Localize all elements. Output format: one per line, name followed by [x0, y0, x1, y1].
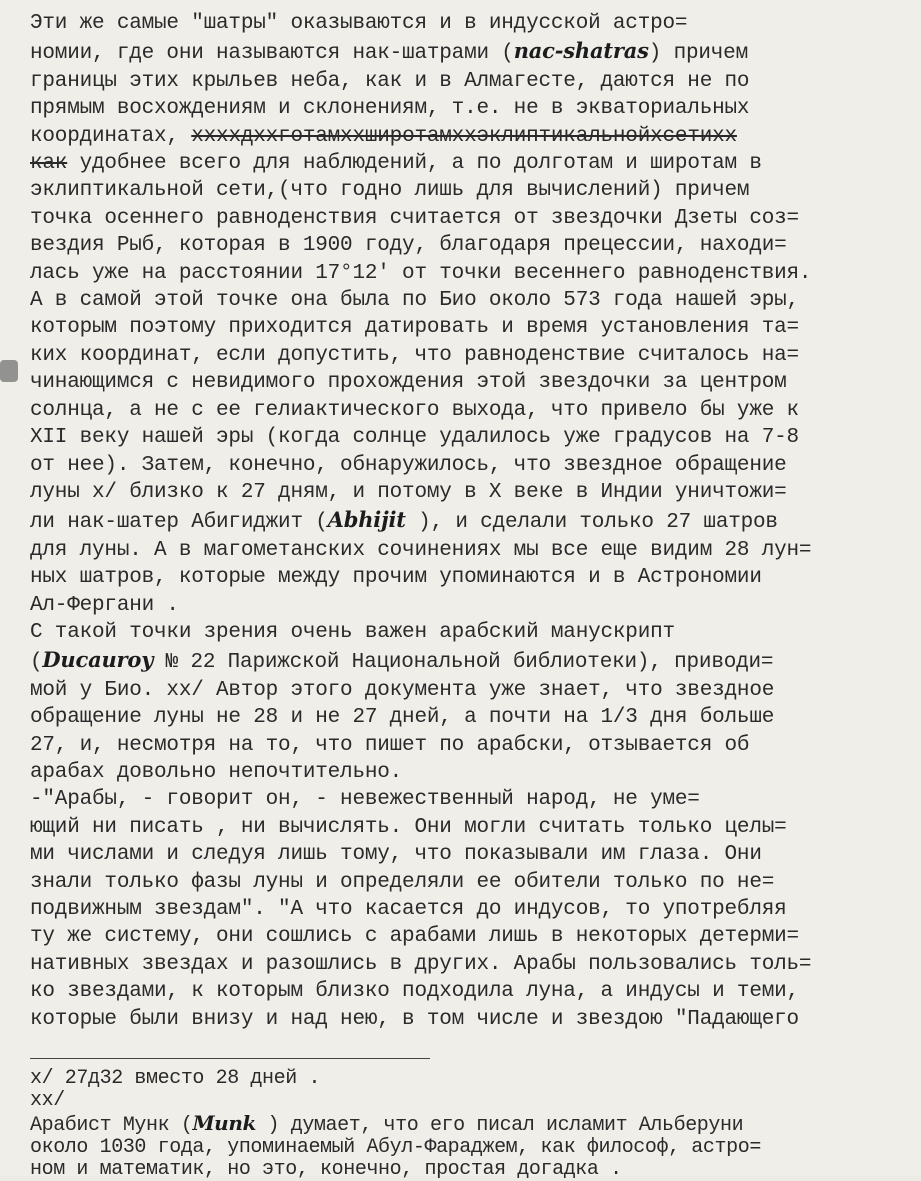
text-line: арабах довольно непочтительно. [30, 760, 403, 784]
text-line: мой у Био. xx/ Автор этого документа уже знает, что звездное [30, 678, 775, 702]
text-line: которым поэтому приходится датировать и время установления та= [30, 316, 799, 340]
struck-text: ххххдххготамххширотамххэклиптикальнойхсетихх [191, 124, 737, 148]
text-line: ли нак-шатер Абигиджит (Abhijit ), и сделали только 27 шатров [30, 507, 778, 535]
text-line: которые были внизу и над нею, в том числе и звездою "Падающего [30, 1007, 799, 1031]
text-line: ющий ни писать , ни вычислять. Они могли считать только целы= [30, 815, 787, 839]
handwritten-term: nac-shatras [513, 38, 649, 64]
text-line: XII веку нашей эры (когда солнце удалилось уже градусов на 7-8 [30, 426, 799, 450]
text-line: -"Арабы, - говорит он, - невежественный народ, не уме= [30, 788, 700, 812]
footnotes [30, 1068, 910, 1181]
text-line: (Ducauroy № 22 Парижской Национальной библиотеки), приводи= [30, 647, 774, 675]
text-line: обращение луны не 28 и не 27 дней, а почти на 1/3 дня больше [30, 706, 775, 730]
text-line: ми числами и следуя лишь тому, что показывали им глаза. Они [30, 843, 762, 867]
text-line: чинающимся с невидимого прохождения этой звездочки за центром [30, 371, 787, 395]
text-line: ту же систему, они сошлись с арабами лишь в некоторых детерми= [30, 925, 799, 949]
text-line: точка осеннего равноденствия считается от звездочки Дзеты соз= [30, 206, 799, 230]
footnote-line: x/ 27д32 вместо 28 дней . [30, 1067, 321, 1090]
footnote-line: xx/ [30, 1089, 65, 1112]
text-line: лась уже на расстоянии 17°12' от точки весеннего равноденствия. [30, 261, 812, 285]
ink-blot [0, 360, 18, 382]
text-line: А в самой этой точке она была по Био около 573 года нашей эры, [30, 289, 799, 313]
text-line: вездия Рыб, которая в 1900 году, благодаря прецессии, находи= [30, 234, 787, 258]
text-line: солнца, а не с ее гелиактического выхода, что привело бы уже к [30, 398, 799, 422]
text-line: границы этих крыльев неба, как и в Алмагесте, даются не по [30, 69, 750, 93]
handwritten-term: Ducauroy [42, 647, 154, 673]
text-line: нативных звездах и разошлись в других. Арабы пользовались толь= [30, 952, 812, 976]
main-text [30, 10, 900, 1033]
text-line: от нее). Затем, конечно, обнаружилось, что звездное обращение [30, 453, 787, 477]
text-line: ко звездами, к которым близко подходила луна, а индусы и теми, [30, 980, 799, 1004]
text-line: Ал-Фергани . [30, 593, 179, 617]
text-line: луны x/ близко к 27 дням, и потому в X веке в Индии уничтожи= [30, 480, 787, 504]
text-line: для луны. А в магометанских сочинениях мы все еще видим 28 лун= [30, 538, 812, 562]
text-line: ных шатров, которые между прочим упоминаются и в Астрономии [30, 566, 762, 590]
footnote-line: Арабист Мунк (Munk ) думает, что его писал исламит Альберуни [30, 1111, 744, 1137]
text-line: знали только фазы луны и определяли ее обители только по не= [30, 870, 775, 894]
text-line: координатах, ххххдххготамххширотамххэклиптикальнойхсетихх [30, 124, 737, 148]
handwritten-term: Munk [192, 1111, 256, 1135]
text-line: С такой точки зрения очень важен арабский манускрипт [30, 620, 675, 644]
footnote-line: ном и математик, но это, конечно, простая догадка . [30, 1158, 622, 1181]
text-line: прямым восхождениям и склонениям, т.е. не в экваториальных [30, 97, 750, 121]
text-line: Эти же самые "шатры" оказываются и в индусской астро= [30, 12, 688, 35]
text-line: ких координат, если допустить, что равноденствие считалось на= [30, 343, 799, 367]
text-line: подвижным звездам". "А что касается до индусов, то употребляя [30, 898, 787, 921]
footnote-line: около 1030 года, упоминаемый Абул-Фараджем, как философ, астро= [30, 1136, 761, 1159]
text-line: 27, и, несмотря на то, что пишет по арабски, отзывается об [30, 733, 750, 757]
text-line: номии, где они называются нак-шатрами (nac-shatras) причем [30, 38, 748, 66]
handwritten-term: Abhijit [327, 507, 406, 533]
footnote-divider [30, 1058, 430, 1059]
struck-text: как [30, 152, 68, 176]
text-line: эклиптикальной сети,(что годно лишь для вычислений) причем [30, 179, 750, 203]
text-line: как удобнее всего для наблюдений, а по долготам и широтам в [30, 152, 762, 176]
